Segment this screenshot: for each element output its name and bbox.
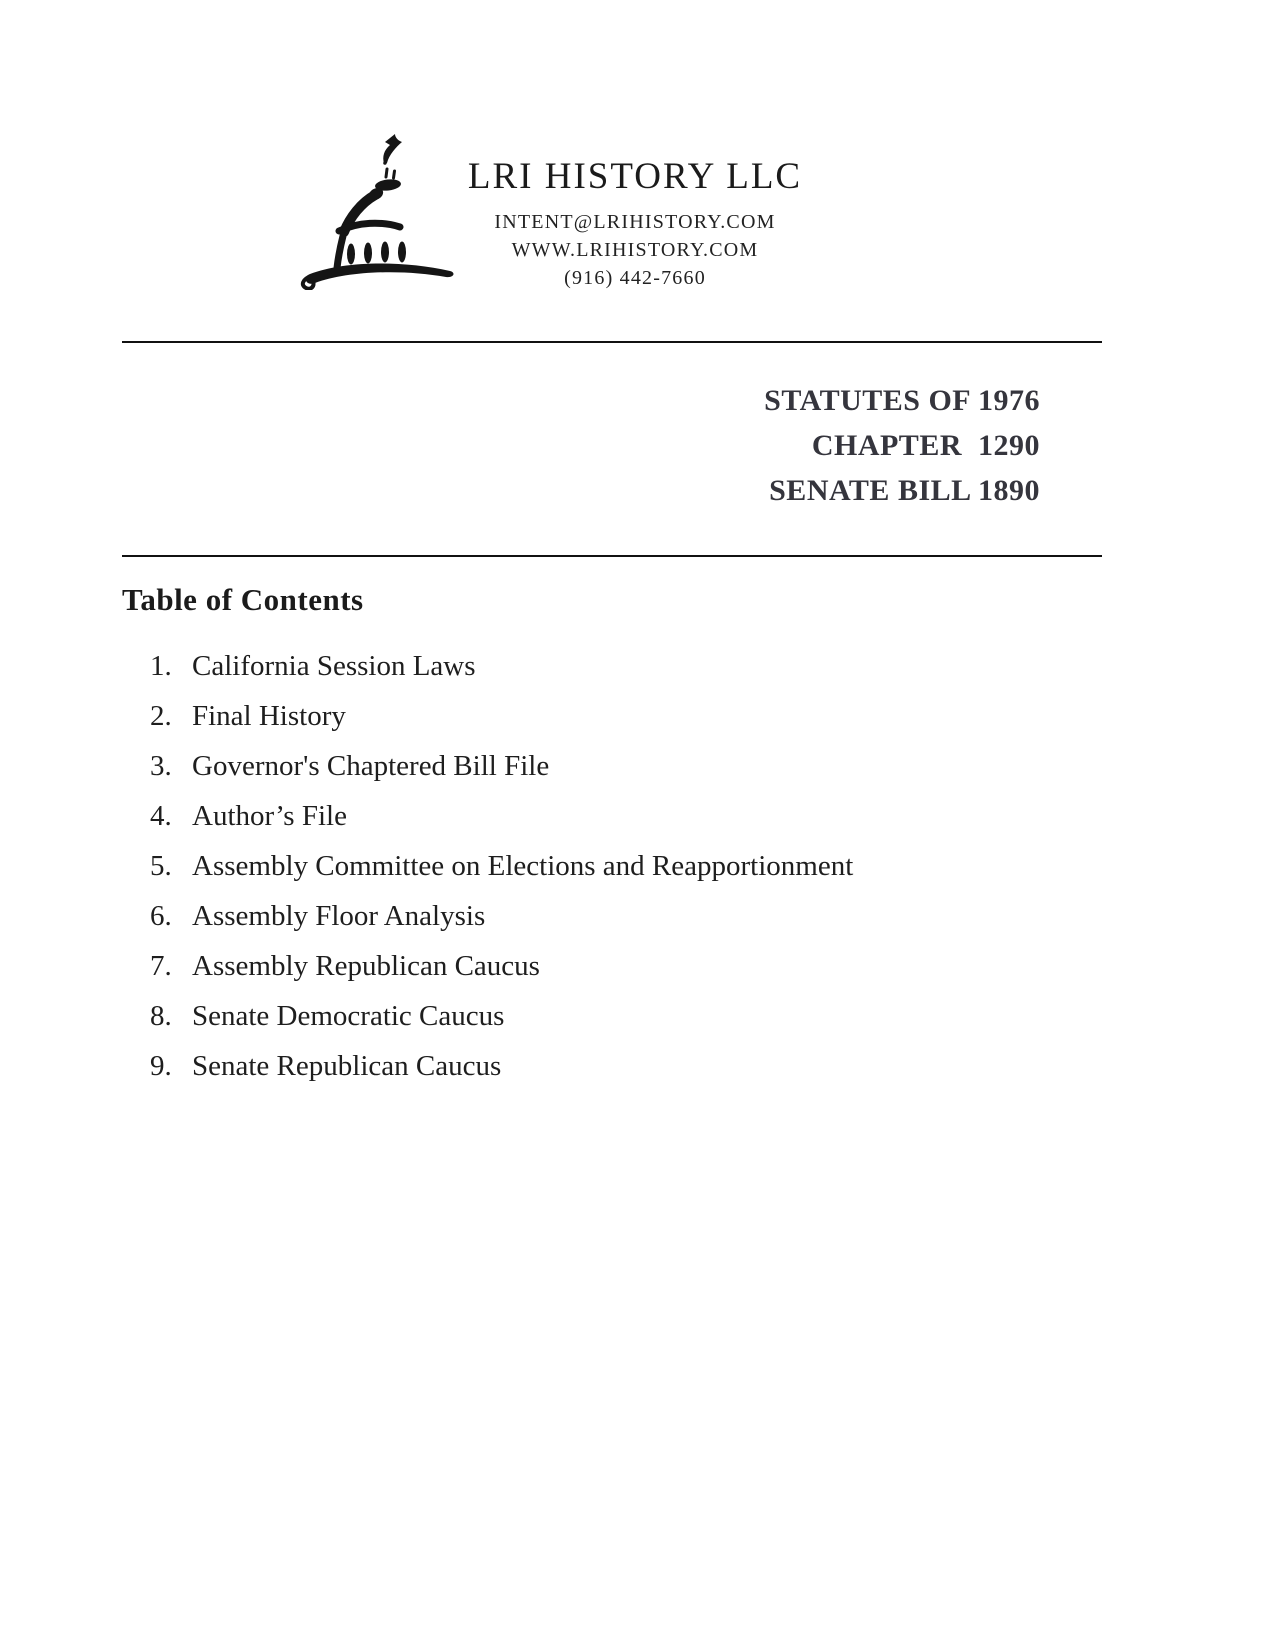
toc-list [150, 641, 1100, 1091]
toc-item [150, 1041, 1100, 1091]
toc-item [150, 791, 1100, 841]
statutes-year-line: STATUTES OF 1976 [764, 384, 1040, 417]
toc-item-label: Governor's Chaptered Bill File [192, 750, 550, 782]
toc-item-number: 1. [150, 650, 172, 682]
toc-item-number: 2. [150, 700, 172, 732]
toc-title: Table of Contents [122, 582, 364, 617]
toc-item-number: 3. [150, 750, 172, 782]
company-email: INTENT@LRIHISTORY.COM [494, 211, 776, 233]
toc-item [150, 841, 1100, 891]
toc-item-number: 7. [150, 950, 172, 982]
toc-item-number: 5. [150, 850, 172, 882]
toc-item-number: 6. [150, 900, 172, 932]
toc-item-label: California Session Laws [192, 650, 476, 682]
divider-top [122, 341, 1102, 343]
toc-item [150, 641, 1100, 691]
company-phone: (916) 442-7660 [564, 267, 706, 289]
toc-item-number: 9. [150, 1050, 172, 1082]
toc-item [150, 891, 1100, 941]
divider-bottom [122, 555, 1102, 557]
toc-item-label: Senate Republican Caucus [192, 1050, 502, 1082]
toc-item [150, 941, 1100, 991]
toc-item-label: Assembly Committee on Elections and Reapportionment [192, 850, 854, 882]
toc-item-number: 4. [150, 800, 172, 832]
company-name: LRI HISTORY LLC [467, 156, 803, 197]
company-website: WWW.LRIHISTORY.COM [511, 239, 759, 261]
toc-item-label: Senate Democratic Caucus [192, 1000, 505, 1032]
toc-item-label: Assembly Floor Analysis [192, 900, 486, 932]
toc-item [150, 691, 1100, 741]
senate-bill-line: SENATE BILL 1890 [769, 474, 1040, 507]
toc-item [150, 741, 1100, 791]
toc-item [150, 991, 1100, 1041]
statute-reference [764, 378, 1040, 513]
toc-item-number: 8. [150, 1000, 172, 1032]
letterhead [420, 157, 850, 292]
chapter-line: CHAPTER 1290 [811, 429, 1040, 462]
toc-item-label: Assembly Republican Caucus [192, 950, 540, 982]
toc-item-label: Final History [192, 700, 346, 732]
toc-item-label: Author’s File [192, 800, 347, 832]
